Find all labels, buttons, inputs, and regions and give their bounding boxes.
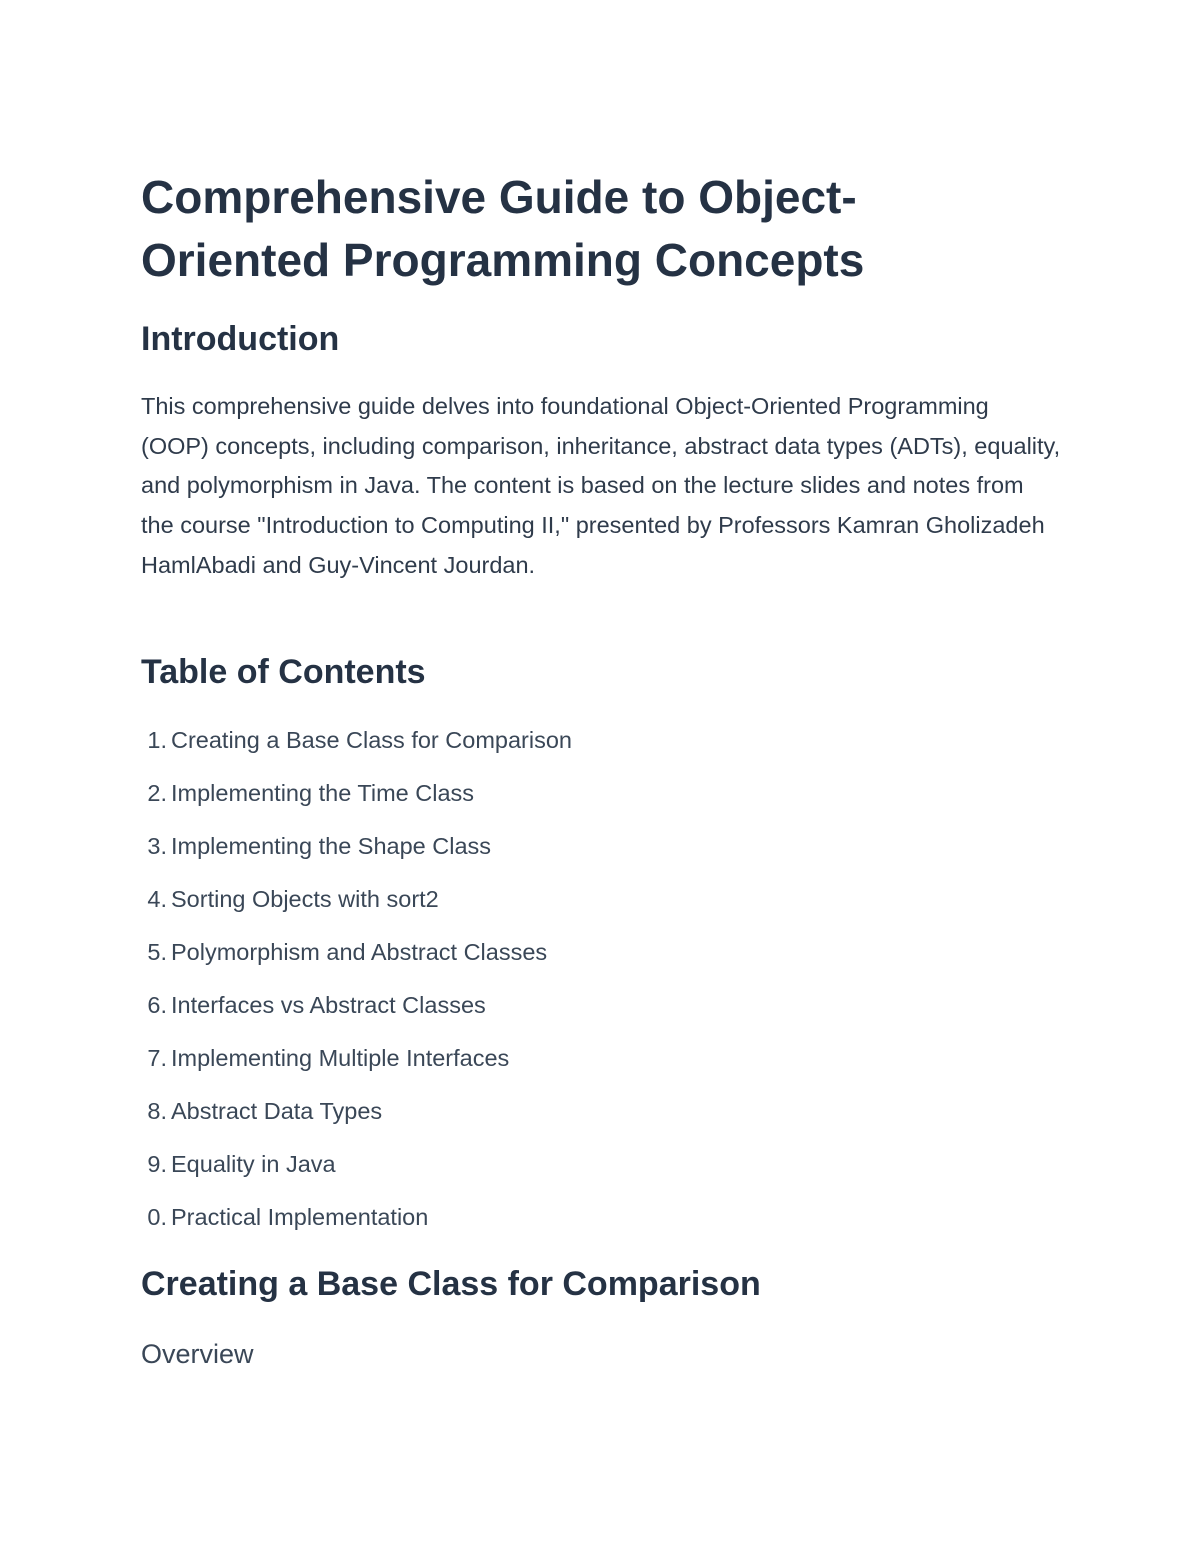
toc-heading: Table of Contents: [141, 653, 426, 691]
toc-item-number: 1.: [147, 727, 167, 753]
toc-item[interactable]: [141, 826, 572, 879]
toc-item-label: Equality in Java: [171, 1151, 336, 1177]
toc-item-label: Abstract Data Types: [171, 1098, 383, 1124]
toc-item[interactable]: [141, 932, 572, 985]
toc-item[interactable]: [141, 985, 572, 1038]
toc-item-number: 0.: [147, 1204, 167, 1230]
toc-item-label: Sorting Objects with sort2: [171, 886, 439, 912]
toc-item[interactable]: [141, 1038, 572, 1091]
toc-item[interactable]: [141, 720, 572, 773]
toc-item-label: Practical Implementation: [171, 1204, 429, 1230]
toc-item-label: Interfaces vs Abstract Classes: [171, 992, 486, 1018]
toc-item[interactable]: [141, 1197, 572, 1250]
toc-item-label: Creating a Base Class for Comparison: [171, 727, 572, 753]
toc-item-label: Implementing the Shape Class: [171, 833, 492, 859]
toc-item-label: Implementing Multiple Interfaces: [171, 1045, 510, 1071]
toc-item[interactable]: [141, 1144, 572, 1197]
table-of-contents: [141, 720, 572, 1250]
toc-item[interactable]: [141, 773, 572, 826]
toc-item-number: 2.: [147, 780, 167, 806]
toc-item[interactable]: [141, 1091, 572, 1144]
toc-item-number: 5.: [147, 939, 167, 965]
toc-item-number: 9.: [147, 1151, 167, 1177]
section-heading: Creating a Base Class for Comparison: [141, 1265, 761, 1303]
toc-item-label: Implementing the Time Class: [171, 780, 475, 806]
toc-item-number: 7.: [147, 1045, 167, 1071]
document-title: Comprehensive Guide to Object-Oriented Programming Concepts: [141, 171, 865, 286]
toc-item-label: Polymorphism and Abstract Classes: [171, 939, 548, 965]
introduction-heading: Introduction: [141, 320, 340, 358]
toc-item-number: 3.: [147, 833, 167, 859]
toc-item-number: 8.: [147, 1098, 167, 1124]
toc-item-number: 6.: [147, 992, 167, 1018]
toc-item-number: 4.: [147, 886, 167, 912]
introduction-paragraph: This comprehensive guide delves into foundational Object-Oriented Programming (OOP) concepts, including comparison, inheritance, abstract data types (ADTs), equality, and polymorphism in Java. The content is based on the lecture slides and notes from the course "Introduction to Computing II," presented by Professors Kamran Gholizadeh HamlAbadi and Guy-Vincent Jourdan.: [141, 393, 1061, 578]
section-subheading: Overview: [141, 1339, 254, 1369]
toc-item[interactable]: [141, 879, 572, 932]
